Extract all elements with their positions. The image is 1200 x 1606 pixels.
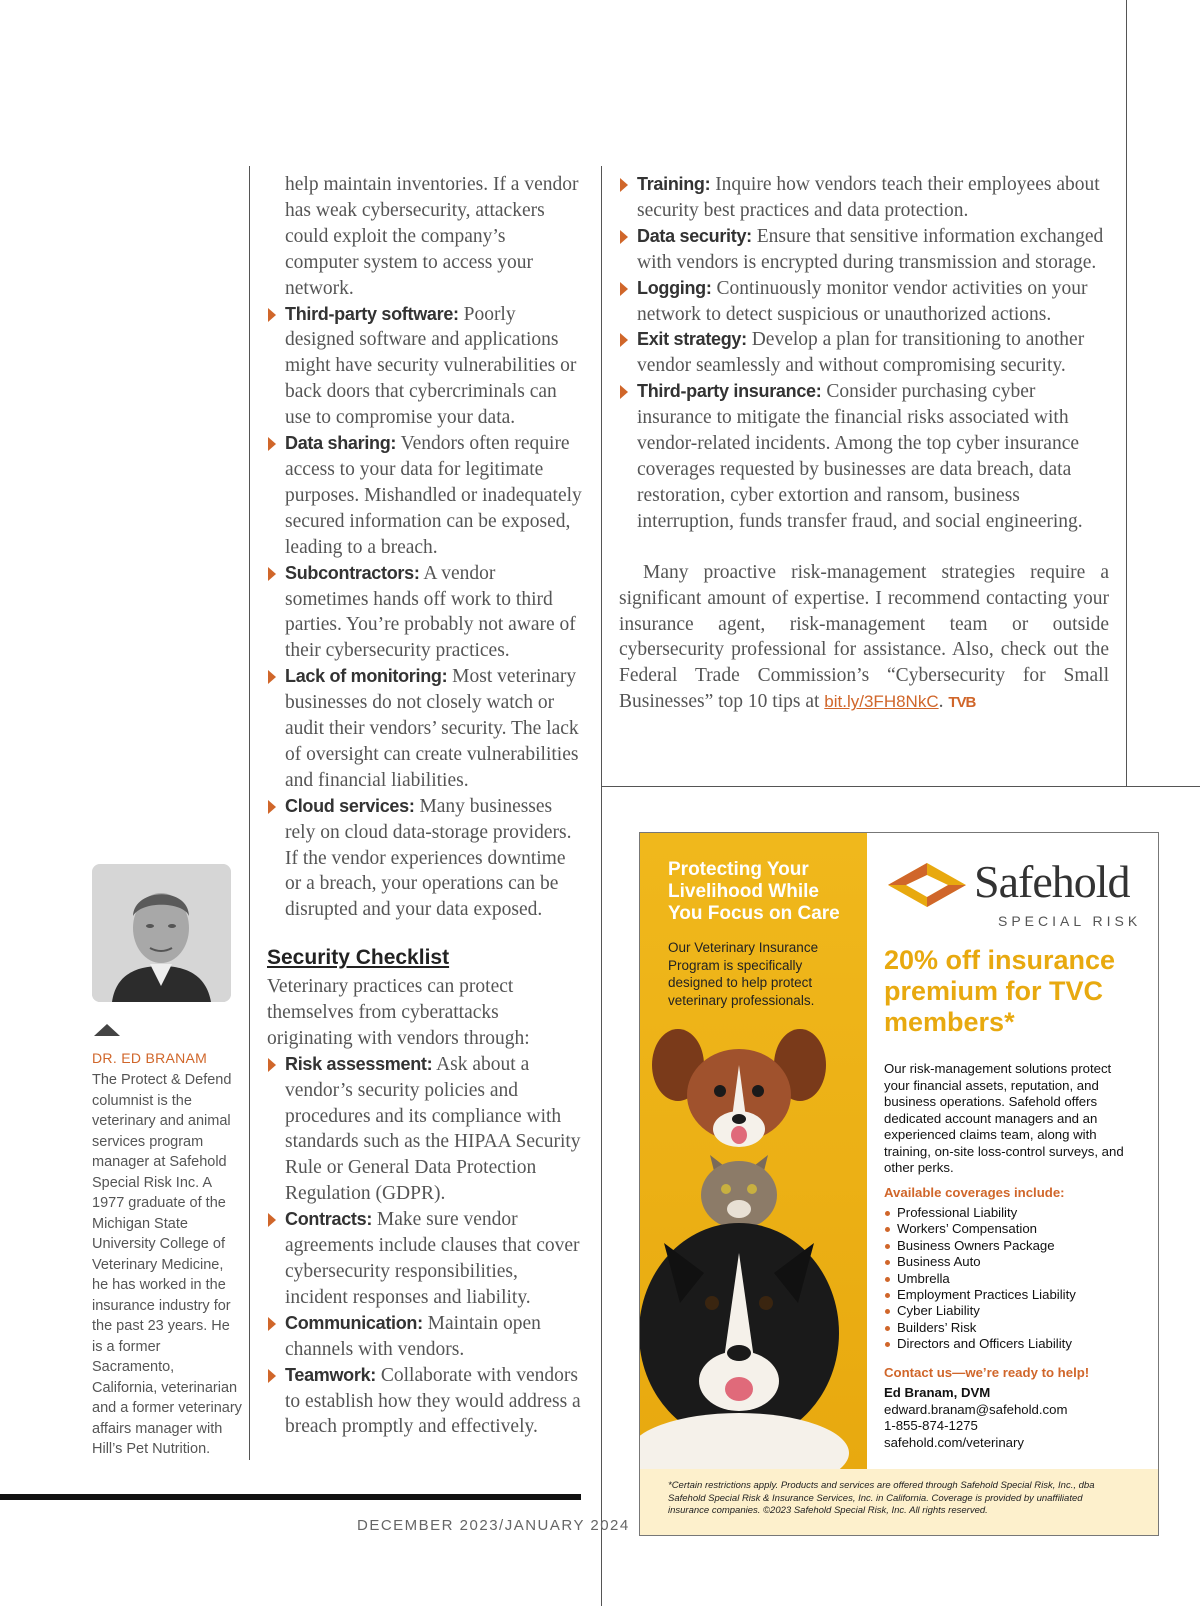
ad-subhead: Our Veterinary Insurance Program is specifically designed to help protect veterinary professionals. bbox=[668, 940, 819, 1008]
list-item: Logging: Continuously monitor vendor activities on your network to detect suspicious or unauthorized actions. bbox=[619, 276, 1109, 328]
footer-rule bbox=[0, 1494, 581, 1500]
vendor-list bbox=[619, 172, 1109, 535]
disclaimer-text: *Certain restrictions apply. Products and services are offered through Safehold Special Risk, Inc., dba Safehold Special Risk & Insurance Services, Inc. in California. Coverage is provided by unaffiliated insurance companies. ©2023 Safehold Special Risk, Inc. All rights reserved. bbox=[668, 1480, 1095, 1516]
closing-paragraph: Many proactive risk-management strategies require a significant amount of expertise. I recommend contacting your insurance agent, risk-management team or outside cybersecurity professional for assistance. Also, check out the Federal Trade Commission’s “Cybersecurity for Small Businesses” top 10 tips at bit.ly/3FH8NkC. TVB bbox=[619, 561, 1109, 713]
bullet-arrow-icon bbox=[620, 333, 628, 347]
bullet-dot-icon bbox=[885, 1293, 890, 1298]
list-item: Communication: Maintain open channels with vendors. bbox=[267, 1311, 583, 1363]
bullet-arrow-icon bbox=[620, 178, 628, 192]
triangle-up-icon bbox=[94, 1024, 120, 1036]
bullet-dot-icon bbox=[885, 1260, 890, 1265]
list-item: Umbrella bbox=[884, 1271, 1076, 1287]
checklist bbox=[267, 1052, 583, 1441]
list-item: Business Owners Package bbox=[884, 1238, 1076, 1254]
list-item: Third-party insurance: Consider purchasing cyber insurance to mitigate the financial risks associated with vendor-related incidents. Among the top cyber insurance coverages requested by businesses are data breach, data restoration, cyber extortion and ransom, business interruption, funds transfer fraud, and social engineering. bbox=[619, 379, 1109, 534]
safehold-advertisement[interactable] bbox=[639, 832, 1159, 1536]
ftc-link[interactable]: bit.ly/3FH8NkC bbox=[824, 692, 939, 712]
bullet-dot-icon bbox=[885, 1342, 890, 1347]
contact-heading: Contact us—we’re ready to help! bbox=[884, 1365, 1090, 1380]
bullet-dot-icon bbox=[885, 1277, 890, 1282]
author-portrait-icon bbox=[92, 864, 231, 1002]
ad-body-text: Our risk-management solutions protect your financial assets, reputation, and business operations. Safehold offers dedicated account managers and an experienced claims team, along with training, on-site loss-control surveys, and other perks. bbox=[884, 1061, 1124, 1175]
risk-list bbox=[267, 302, 583, 924]
contact-block bbox=[884, 1385, 1067, 1451]
bullet-arrow-icon bbox=[620, 385, 628, 399]
author-name: DR. ED BRANAM bbox=[92, 1050, 208, 1066]
bullet-dot-icon bbox=[885, 1211, 890, 1216]
ad-headline: Protecting Your Livelihood While You Focus on Care bbox=[668, 859, 840, 924]
coverage-list bbox=[884, 1205, 1076, 1353]
contact-website[interactable]: safehold.com/veterinary bbox=[884, 1434, 1025, 1450]
list-item: Builders’ Risk bbox=[884, 1320, 1076, 1336]
brand-name: Safehold bbox=[974, 856, 1130, 907]
checklist-column bbox=[267, 974, 583, 1440]
bullet-dot-icon bbox=[885, 1309, 890, 1314]
list-item: Contracts: Make sure vendor agreements include clauses that cover cybersecurity responsibilities, incident responses and liability. bbox=[267, 1207, 583, 1311]
list-item: Data sharing: Vendors often require access to your data for legitimate purposes. Mishandled or inadequately secured information can be exposed, leading to a breach. bbox=[267, 431, 583, 561]
column-divider bbox=[601, 166, 602, 1606]
list-item: Employment Practices Liability bbox=[884, 1287, 1076, 1303]
bullet-arrow-icon bbox=[268, 800, 276, 814]
author-photo bbox=[92, 864, 231, 1002]
bullet-dot-icon bbox=[885, 1227, 890, 1232]
intro-paragraph: help maintain inventories. If a vendor has weak cybersecurity, attackers could exploit the company’s computer system to access your network. bbox=[285, 174, 579, 299]
article-column-left bbox=[267, 172, 583, 923]
list-item: Risk assessment: Ask about a vendor’s security policies and procedures and its compliance with standards such as the HIPAA Security Rule or General Data Protection Regulation (GDPR). bbox=[267, 1052, 583, 1207]
ad-yellow-panel bbox=[640, 833, 867, 1469]
ad-disclaimer bbox=[640, 1469, 1158, 1535]
pets-illustration-icon bbox=[640, 833, 867, 1469]
promo-offer: 20% off insurance premium for TVC members* bbox=[884, 945, 1116, 1037]
author-bio: The Protect & Defend columnist is the veterinary and animal services program manager at Safehold Special Risk Inc. A 1977 graduate of the Michigan State University College of Veterinary Medicine, he has worked in the insurance industry for the past 23 years. He is a former Sacramento, California, veterinarian and a former veterinary affairs manager with Hill’s Pet Nutrition. bbox=[92, 1072, 242, 1457]
bullet-arrow-icon bbox=[620, 230, 628, 244]
list-item: Professional Liability bbox=[884, 1205, 1076, 1221]
bullet-arrow-icon bbox=[268, 308, 276, 322]
bullet-arrow-icon bbox=[620, 282, 628, 296]
contact-email[interactable]: edward.branam@safehold.com bbox=[884, 1401, 1068, 1417]
list-item: Workers’ Compensation bbox=[884, 1221, 1076, 1237]
bullet-arrow-icon bbox=[268, 1369, 276, 1383]
bullet-arrow-icon bbox=[268, 1213, 276, 1227]
coverages-heading: Available coverages include: bbox=[884, 1185, 1065, 1200]
ad-top-rule bbox=[601, 786, 1200, 787]
list-item: Lack of monitoring: Most veterinary businesses do not closely watch or audit their vendors’ security. The lack of oversight can create vulnerabilities and financial liabilities. bbox=[267, 664, 583, 794]
list-item: Business Auto bbox=[884, 1254, 1076, 1270]
article-column-right bbox=[619, 172, 1109, 716]
list-item: Third-party software: Poorly designed software and applications might have security vulnerabilities or back doors that cybercriminals can use to compromise your data. bbox=[267, 302, 583, 432]
bullet-dot-icon bbox=[885, 1326, 890, 1331]
bullet-arrow-icon bbox=[268, 567, 276, 581]
sidebar-divider bbox=[249, 166, 250, 1460]
list-item: Teamwork: Collaborate with vendors to establish how they would address a breach promptly and effectively. bbox=[267, 1363, 583, 1441]
list-item: Training: Inquire how vendors teach their employees about security best practices and data protection. bbox=[619, 172, 1109, 224]
list-item: Cyber Liability bbox=[884, 1303, 1076, 1319]
issue-date: DECEMBER 2023/JANUARY 2024 bbox=[357, 1517, 630, 1534]
page-edge-line bbox=[1126, 0, 1127, 786]
section-heading: Security Checklist bbox=[267, 946, 450, 969]
list-item: Data security: Ensure that sensitive information exchanged with vendors is encrypted during transmission and storage. bbox=[619, 224, 1109, 276]
checklist-intro: Veterinary practices can protect themselves from cyberattacks originating with vendors through: bbox=[267, 976, 530, 1049]
safehold-logo-icon bbox=[884, 855, 970, 915]
bullet-dot-icon bbox=[885, 1244, 890, 1249]
contact-phone[interactable]: 1-855-874-1275 bbox=[884, 1418, 978, 1433]
brand-tagline: SPECIAL RISK bbox=[998, 913, 1142, 929]
end-mark: TVB bbox=[948, 694, 976, 712]
bullet-arrow-icon bbox=[268, 1317, 276, 1331]
list-item: Directors and Officers Liability bbox=[884, 1336, 1076, 1352]
bullet-arrow-icon bbox=[268, 437, 276, 451]
bullet-arrow-icon bbox=[268, 1058, 276, 1072]
list-item: Cloud services: Many businesses rely on cloud data-storage providers. If the vendor experiences downtime or a breach, your operations can be disrupted and your data exposed. bbox=[267, 794, 583, 924]
contact-name: Ed Branam, DVM bbox=[884, 1385, 991, 1400]
list-item: Exit strategy: Develop a plan for transitioning to another vendor seamlessly and without compromising security. bbox=[619, 327, 1109, 379]
bullet-arrow-icon bbox=[268, 670, 276, 684]
list-item: Subcontractors: A vendor sometimes hands off work to third parties. You’re probably not aware of their cybersecurity practices. bbox=[267, 561, 583, 665]
